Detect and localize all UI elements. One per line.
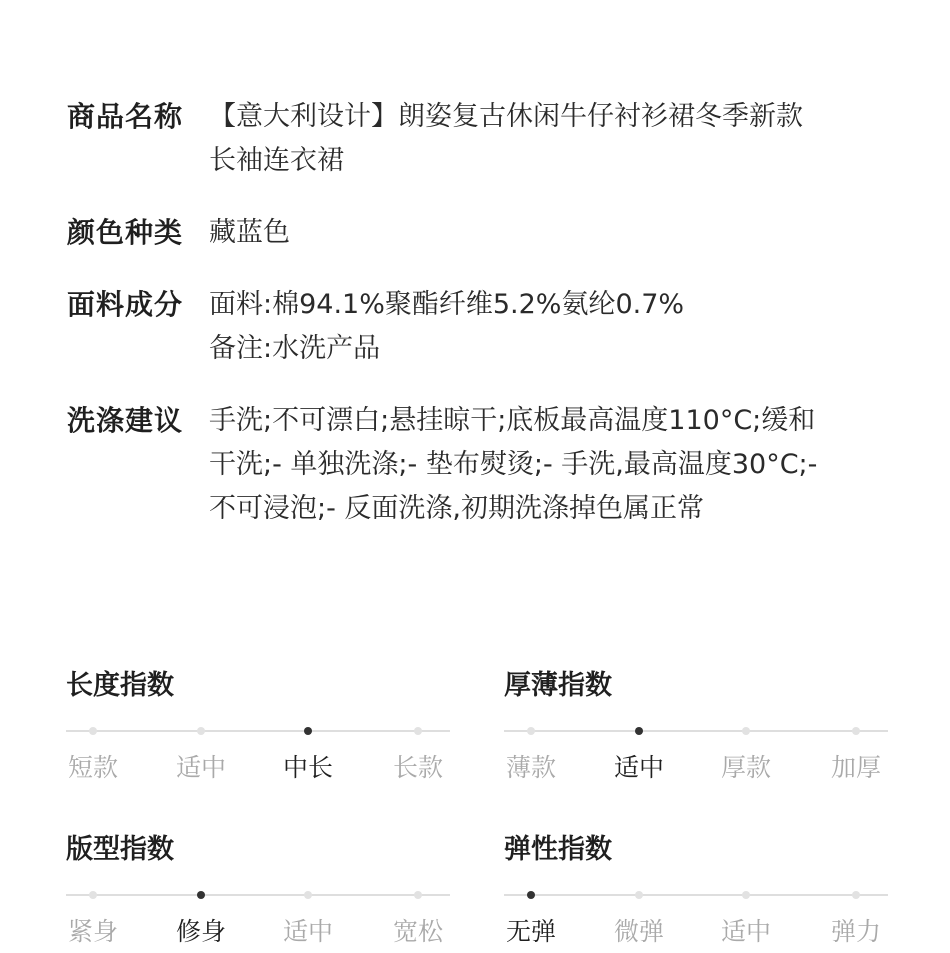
index-option: 薄款 — [505, 753, 556, 782]
index-option: 弹力 — [830, 917, 881, 946]
index-option: 长款 — [392, 753, 443, 782]
index-option: 中长 — [282, 753, 333, 782]
track-line — [504, 730, 888, 732]
index-option: 修身 — [175, 917, 226, 946]
index-option: 宽松 — [392, 917, 443, 946]
index-dot — [635, 891, 643, 899]
track-line — [66, 730, 450, 732]
index-title: 厚薄指数 — [504, 670, 612, 701]
index-dot — [742, 727, 750, 735]
product-name-value: 【意大利设计】朗姿复古休闲牛仔衬衫裙冬季新款 长袖连衣裙 — [209, 101, 803, 176]
index-option: 微弹 — [613, 917, 664, 946]
index-dot — [304, 891, 312, 899]
index-option: 加厚 — [830, 753, 881, 782]
index-options — [66, 912, 450, 952]
info-row-color — [67, 211, 887, 255]
fabric-value: 面料:棉94.1%聚酯纤维5.2%氨纶0.7% 备注:水洗产品 — [209, 289, 685, 364]
index-dot — [197, 727, 205, 735]
color-value: 藏蓝色 — [209, 217, 290, 248]
elasticity-index — [504, 830, 888, 952]
index-option: 厚款 — [720, 753, 771, 782]
index-track — [66, 888, 450, 902]
index-options — [504, 912, 888, 952]
index-option: 紧身 — [67, 917, 118, 946]
color-label: 颜色种类 — [67, 216, 184, 249]
product-info-table — [67, 95, 887, 559]
index-option: 适中 — [175, 753, 226, 782]
index-dot — [414, 727, 422, 735]
index-title: 长度指数 — [66, 670, 174, 701]
care-value: 手洗;不可漂白;悬挂晾干;底板最高温度110°C;缓和 干洗;- 单独洗涤;- 垫布熨烫;- 手洗,最高温度30°C;- 不可浸泡;- 反面洗涤,初期洗涤掉色属正常 — [209, 405, 818, 524]
index-track — [66, 724, 450, 738]
track-line — [504, 894, 888, 896]
index-dot — [852, 891, 860, 899]
index-dot — [527, 727, 535, 735]
index-dot — [852, 727, 860, 735]
index-option: 适中 — [720, 917, 771, 946]
index-dot — [197, 891, 205, 899]
index-option: 短款 — [67, 753, 118, 782]
index-title: 版型指数 — [66, 834, 174, 865]
index-options — [504, 748, 888, 788]
fabric-label: 面料成分 — [67, 288, 184, 321]
index-options — [66, 748, 450, 788]
index-option: 适中 — [282, 917, 333, 946]
index-dot — [742, 891, 750, 899]
index-option: 适中 — [613, 753, 664, 782]
thickness-index — [504, 666, 888, 788]
info-row-name — [67, 95, 887, 183]
index-dot — [89, 891, 97, 899]
index-track — [504, 724, 888, 738]
index-dot — [635, 727, 643, 735]
fit-index — [66, 830, 450, 952]
product-name-label: 商品名称 — [67, 100, 184, 133]
index-dot — [527, 891, 535, 899]
info-row-fabric — [67, 283, 887, 371]
track-line — [66, 894, 450, 896]
length-index — [66, 666, 450, 788]
care-label: 洗涤建议 — [67, 404, 184, 437]
index-dot — [414, 891, 422, 899]
index-dot — [89, 727, 97, 735]
index-track — [504, 888, 888, 902]
index-option: 无弹 — [505, 917, 556, 946]
index-title: 弹性指数 — [504, 834, 612, 865]
info-row-care — [67, 399, 887, 531]
index-dot — [304, 727, 312, 735]
